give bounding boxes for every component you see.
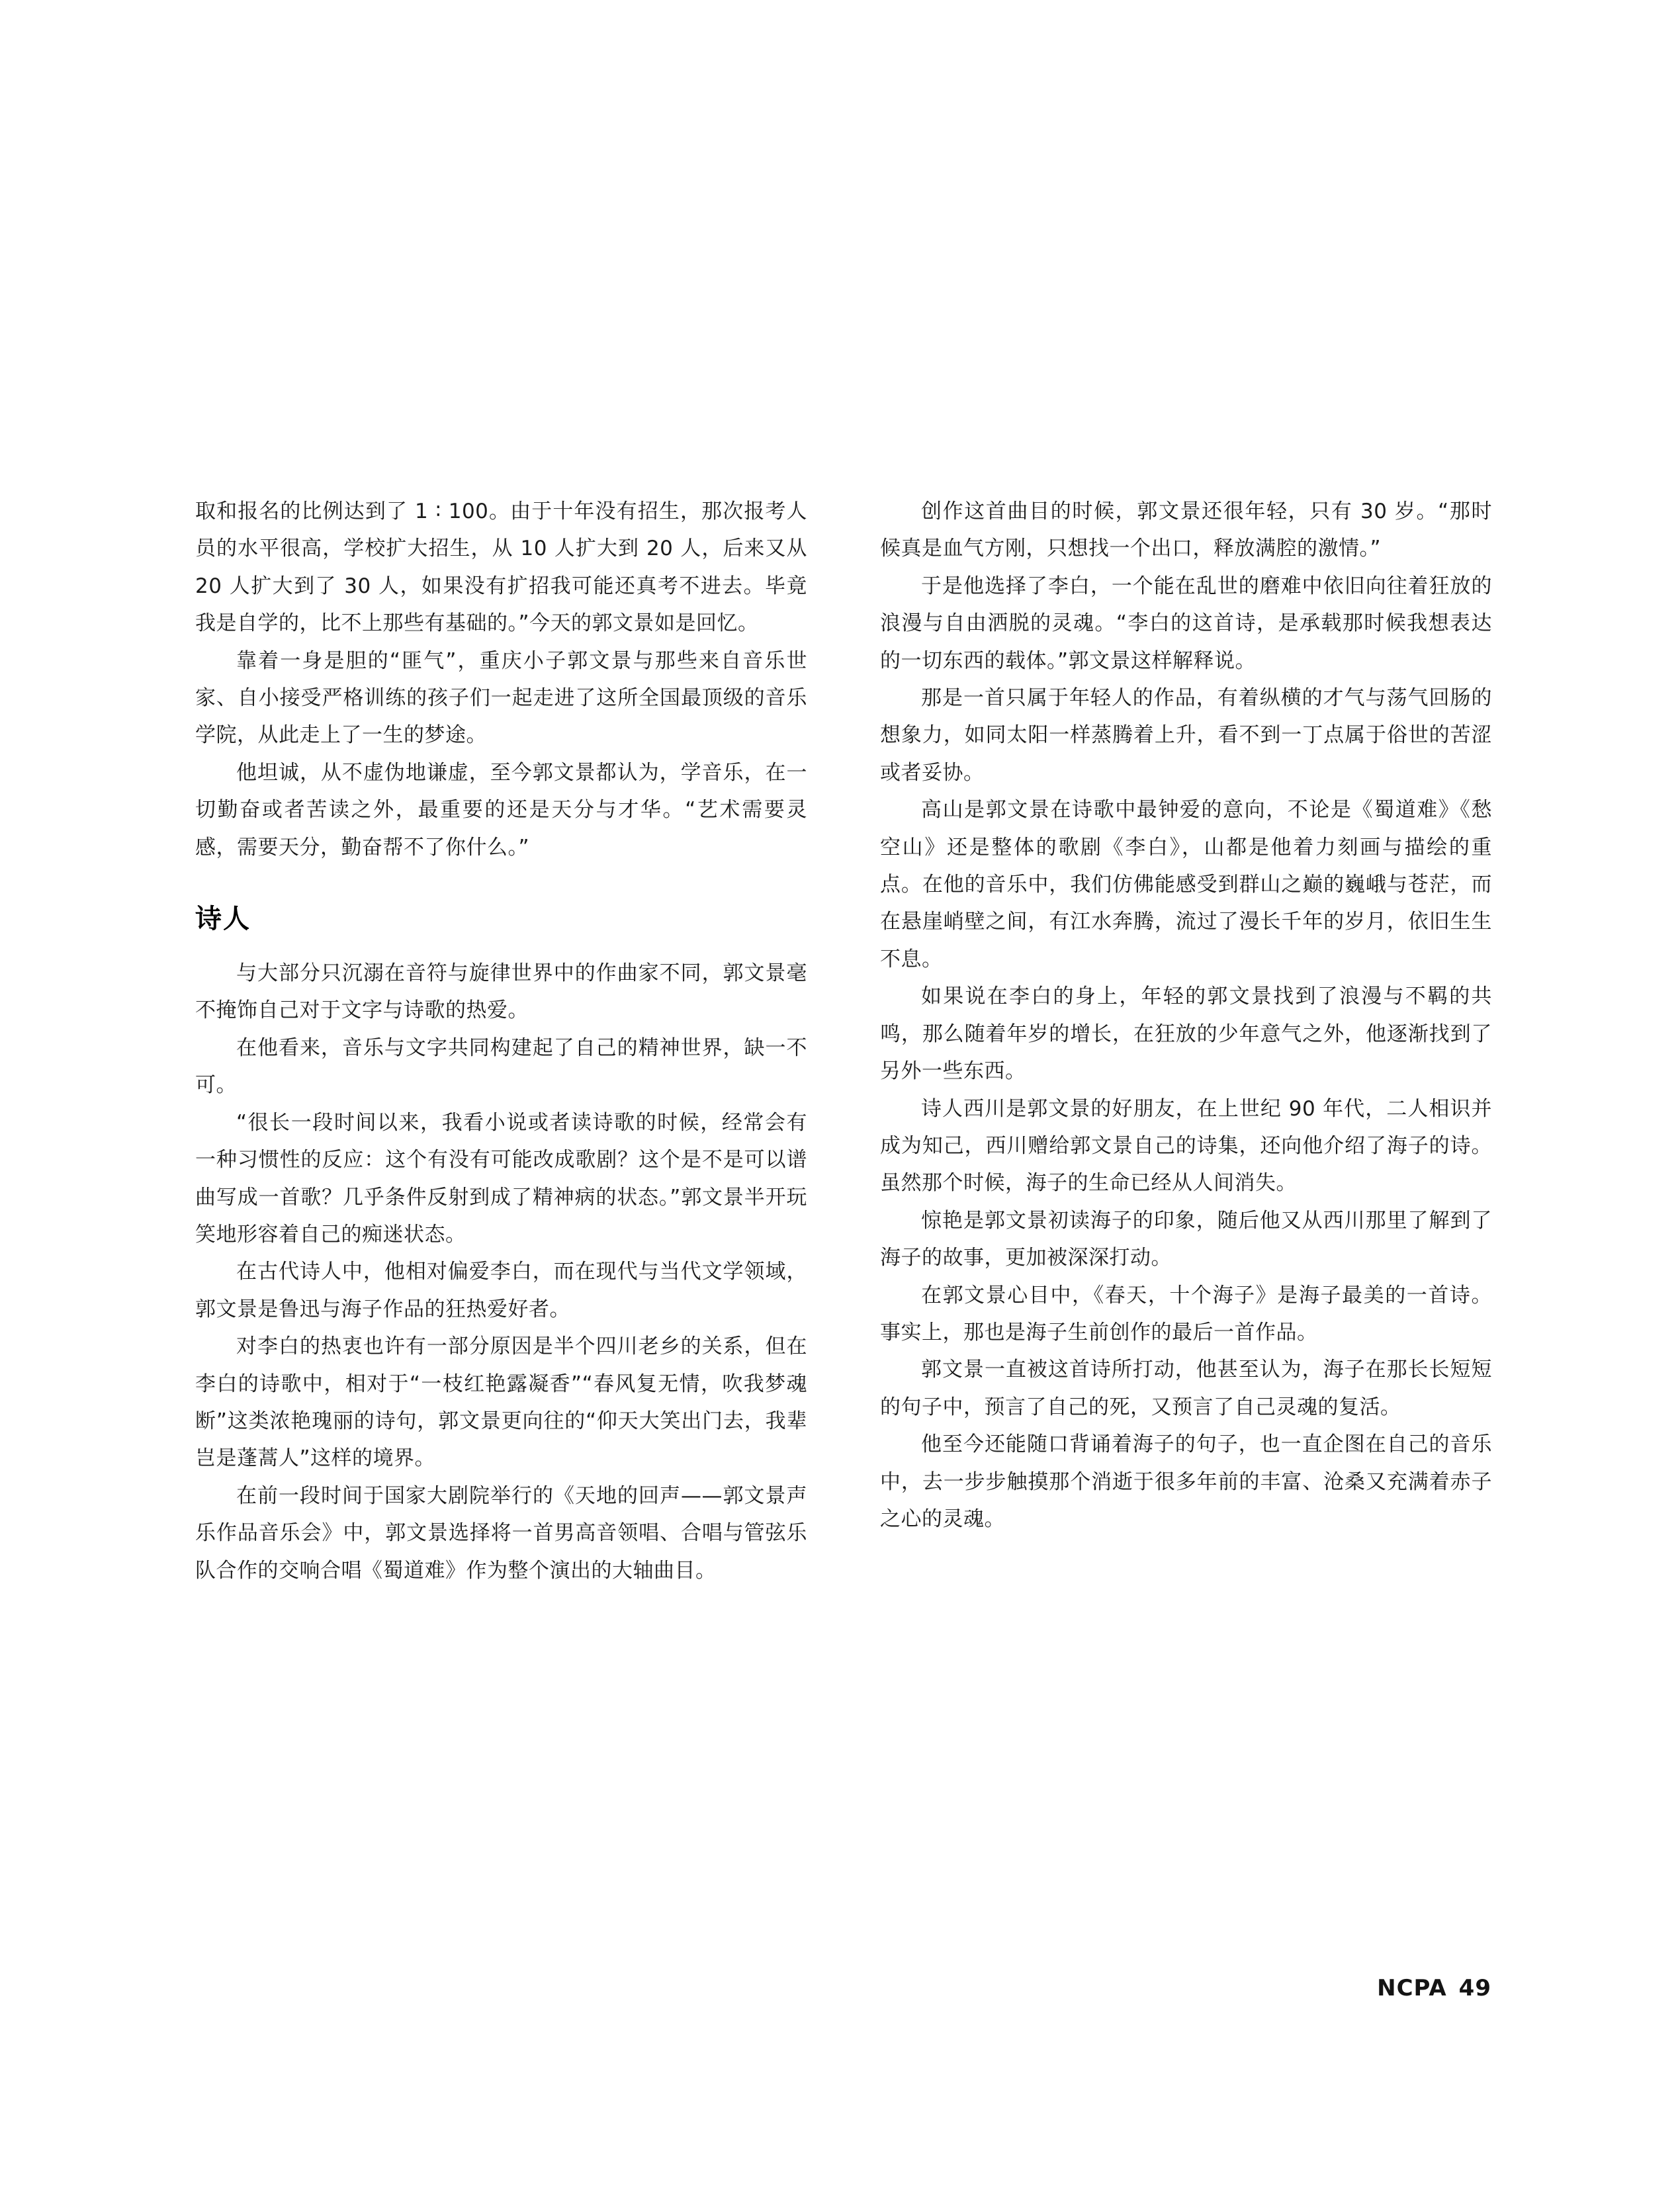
paragraph: 郭文景一直被这首诗所打动，他甚至认为，海子在那长长短短的句子中，预言了自己的死，又预言了自己灵魂的复活。 (880, 1358, 1492, 1419)
two-column-layout (195, 493, 1492, 1589)
paragraph: 他至今还能随口背诵着海子的句子，也一直企图在自己的音乐中，去一步步触摸那个消逝于很多年前的丰富、沧桑又充满着赤子之心的灵魂。 (880, 1432, 1492, 1531)
paragraph: 取和报名的比例达到了 1 ∶ 100。由于十年没有招生，那次报考人员的水平很高，学校扩大招生，从 10 人扩大到 20 人，后来又从 20 人扩大到了 30 人，如果没有扩招我可能还真考不进去。毕竟我是自学的，比不上那些有基础的。”今天的郭文景如是回忆。 (195, 500, 807, 636)
right-column (880, 493, 1492, 1538)
paragraph: 惊艳是郭文景初读海子的印象，随后他又从西川那里了解到了海子的故事，更加被深深打动。 (880, 1208, 1492, 1270)
page-content (195, 493, 1492, 1589)
page-footer (1377, 1975, 1491, 2001)
paragraph: 创作这首曲目的时候，郭文景还很年轻，只有 30 岁。“那时候真是血气方刚，只想找一个出口，释放满腔的激情。” (880, 500, 1492, 561)
paragraph: 靠着一身是胆的“匪气”，重庆小子郭文景与那些来自音乐世家、自小接受严格训练的孩子们一起走进了这所全国最顶级的音乐学院，从此走上了一生的梦途。 (195, 648, 807, 748)
paragraph: 在古代诗人中，他相对偏爱李白，而在现代与当代文学领域，郭文景是鲁迅与海子作品的狂热爱好者。 (195, 1260, 807, 1321)
paragraph: “很长一段时间以来，我看小说或者读诗歌的时候，经常会有一种习惯性的反应：这个有没有可能改成歌剧？这个是不是可以谱曲写成一首歌？几乎条件反射到成了精神病的状态。”郭文景半开玩笑地形容着自己的痴迷状态。 (195, 1110, 807, 1247)
paragraph: 高山是郭文景在诗歌中最钟爱的意向，不论是《蜀道难》《愁空山》还是整体的歌剧《李白》，山都是他着力刻画与描绘的重点。在他的音乐中，我们仿佛能感受到群山之巅的巍峨与苍茫，而在悬崖峭壁之间，有江水奔腾，流过了漫长千年的岁月，依旧生生不息。 (880, 798, 1492, 971)
paragraph: 于是他选择了李白，一个能在乱世的磨难中依旧向往着狂放的浪漫与自由洒脱的灵魂。“李白的这首诗，是承载那时候我想表达的一切东西的载体。”郭文景这样解释说。 (880, 574, 1492, 673)
paragraph: 在他看来，音乐与文字共同构建起了自己的精神世界，缺一不可。 (195, 1035, 807, 1098)
paragraph: 在郭文景心目中，《春天，十个海子》是海子最美的一首诗。事实上，那也是海子生前创作的最后一首作品。 (880, 1283, 1492, 1344)
publication-name: NCPA (1377, 1975, 1447, 2001)
paragraph: 对李白的热衷也许有一部分原因是半个四川老乡的关系，但在李白的诗歌中，相对于“一枝红艳露凝香”“春风复无情，吹我梦魂断”这类浓艳瑰丽的诗句，郭文景更向往的“仰天大笑出门去，我辈岂是蓬蒿人”这样的境界。 (195, 1335, 807, 1471)
paragraph: 在前一段时间于国家大剧院举行的《天地的回声——郭文景声乐作品音乐会》中，郭文景选择将一首男高音领唱、合唱与管弦乐队合作的交响合唱《蜀道难》作为整个演出的大轴曲目。 (195, 1483, 807, 1583)
paragraph: 他坦诚，从不虚伪地谦虚，至今郭文景都认为，学音乐，在一切勤奋或者苦读之外，最重要的还是天分与才华。“艺术需要灵感，需要天分，勤奋帮不了你什么。” (195, 760, 807, 859)
section-heading: 诗人 (195, 904, 251, 935)
paragraph: 那是一首只属于年轻人的作品，有着纵横的才气与荡气回肠的想象力，如同太阳一样蒸腾着上升，看不到一丁点属于俗世的苦涩或者妥协。 (880, 686, 1492, 785)
left-column (195, 493, 807, 1589)
paragraph: 如果说在李白的身上，年轻的郭文景找到了浪漫与不羁的共鸣，那么随着年岁的增长，在狂放的少年意气之外，他逐渐找到了另外一些东西。 (880, 985, 1492, 1084)
page-number: 49 (1458, 1975, 1491, 2001)
paragraph: 与大部分只沉溺在音符与旋律世界中的作曲家不同，郭文景毫不掩饰自己对于文字与诗歌的热爱。 (195, 961, 807, 1023)
paragraph: 诗人西川是郭文景的好朋友，在上世纪 90 年代，二人相识并成为知己，西川赠给郭文景自己的诗集，还向他介绍了海子的诗。虽然那个时候，海子的生命已经从人间消失。 (880, 1096, 1492, 1196)
